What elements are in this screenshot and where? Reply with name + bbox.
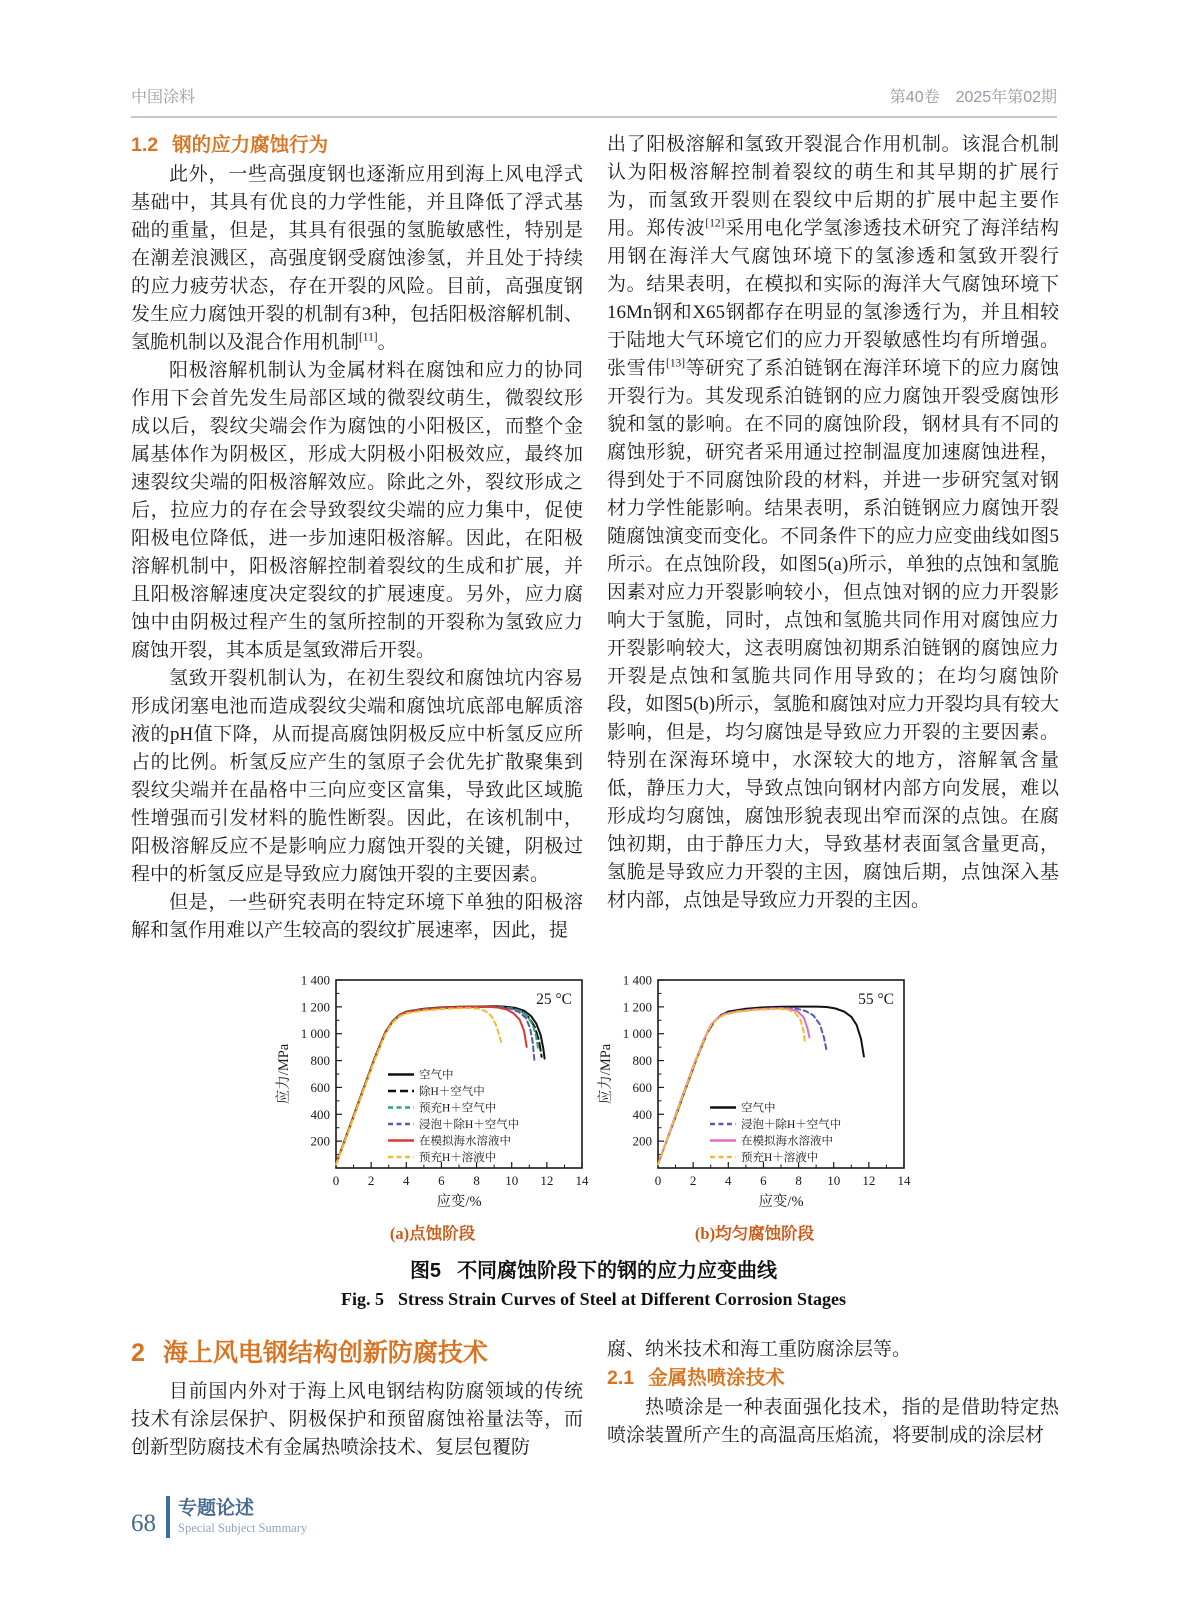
figure-caption-cn [0,1254,1187,1283]
citation-ref: [13] [666,357,686,370]
footer-section [178,1498,307,1536]
paragraph-text: 此外，一些高强度钢也逐渐应用到海上风电浮式基础中，其具有优良的力学性能，并且降低了浮式基础的重量，但是，其具有很强的氢脆敏感性，特别是在潮差浪溅区，高强度钢受腐蚀渗氢，并且处于持续的应力疲劳状态，存在开裂的风险。目前，高强度钢发生应力腐蚀开裂的机制有3种，包括阳极溶解机制、氢脆机制以及混合作用机制 [131,164,583,353]
section-heading-1-2 [131,131,583,159]
right-column-bottom [607,1336,1059,1462]
svg-text:1 400: 1 400 [622,972,652,988]
svg-text:12: 12 [861,1173,875,1188]
page-header [131,84,1057,118]
left-column [131,131,583,945]
svg-text:8: 8 [472,1173,480,1188]
paragraph: 但是，一些研究表明在特定环境下单独的阳极溶解和氢作用难以产生较高的裂纹扩展速率，因此，提 [131,892,583,941]
svg-text:空气中: 空气中 [740,1102,775,1115]
footer-section-en: Special Subject Summary [178,1521,308,1535]
svg-text:1 400: 1 400 [300,972,330,988]
volume-issue: 第40卷 2025年第02期 [889,89,1057,106]
svg-text:0: 0 [654,1173,661,1188]
left-column-bottom [131,1336,583,1462]
svg-text:8: 8 [794,1173,802,1188]
figure-subcaptions [272,1220,916,1244]
paragraph-text: 等研究了系泊链钢在海洋环境下的应力腐蚀开裂行为。其发现系泊链钢的应力腐蚀开裂受腐蚀形貌和氢的影响。在不同的腐蚀阶段，钢材具有不同的腐蚀形貌，研究者采用通过控制温度加速腐蚀进程，得到处于不同腐蚀阶段的材料，并进一步研究氢对钢材力学性能影响。结果表明，系泊链钢应力腐蚀开裂随腐蚀演变而变化。不同条件下的应力应变曲线如图5所示。在点蚀阶段，如图5(a)所示，单独的点蚀和氢脆因素对应力开裂影响较小，但点蚀对钢的应力开裂影响大于氢脆，同时，点蚀和氢脆共同作用对腐蚀应力开裂影响较大，这表明腐蚀初期系泊链钢的腐蚀应力开裂是点蚀和氢脆共同作用导致的；在均匀腐蚀阶段，如图5(b)所示，氢脆和腐蚀对应力开裂均具有较大影响，但是，均匀腐蚀是导致应力开裂的主要因素。特别在深海环境中，水深较大的地方，溶解氧含量低，静压力大，导致点蚀向钢材内部方向发展，难以形成均匀腐蚀，腐蚀形貌表现出窄而深的点蚀。在腐蚀初期，由于静压力大，导致基材表面氢含量更高，氢脆是导致应力开裂的主因，腐蚀后期，点蚀深入基材内部，点蚀是导致应力开裂的主因。 [607,358,1059,911]
section-title: 金属热喷涂技术 [648,1367,785,1389]
citation-ref: [12] [705,217,725,230]
svg-text:在模拟海水溶液中: 在模拟海水溶液中 [740,1135,833,1148]
bottom-columns [131,1336,1059,1462]
svg-text:600: 600 [310,1079,330,1095]
svg-text:除H＋空气中: 除H＋空气中 [418,1086,485,1098]
chart-pitting-stage [272,966,594,1214]
svg-text:14: 14 [897,1173,910,1188]
section-title: 海上风电钢结构创新防腐技术 [162,1339,488,1367]
citation-ref: [11] [359,331,378,344]
figure-5 [0,966,1187,1310]
journal-title: 中国涂料 [131,89,196,106]
svg-text:4: 4 [402,1173,410,1188]
svg-text:2: 2 [367,1173,374,1188]
figure-charts [0,966,1187,1214]
svg-text:1 000: 1 000 [300,1026,330,1042]
svg-text:应力/MPa: 应力/MPa [275,1043,292,1105]
chart-uniform-corrosion-stage [594,966,916,1214]
svg-text:800: 800 [632,1053,652,1069]
svg-text:400: 400 [310,1106,330,1122]
svg-text:在模拟海水溶液中: 在模拟海水溶液中 [418,1135,511,1148]
svg-text:浸泡＋除H＋空气中: 浸泡＋除H＋空气中 [740,1119,841,1131]
svg-text:应力/MPa: 应力/MPa [597,1043,614,1105]
figure-number-cn: 图5 [409,1260,442,1282]
svg-text:1 000: 1 000 [622,1026,652,1042]
svg-text:空气中: 空气中 [418,1069,453,1082]
paragraph [607,131,1059,915]
figure-number-en: Fig. 5 [341,1289,385,1309]
svg-text:600: 600 [632,1079,652,1095]
subcaption-b: (b)均匀腐蚀阶段 [694,1224,815,1243]
subcaption-a: (a)点蚀阶段 [389,1224,476,1243]
svg-text:200: 200 [632,1133,652,1149]
paragraph [131,161,583,357]
paragraph: 氢致开裂机制认为，在初生裂纹和腐蚀坑内容易形成闭塞电池而造成裂纹尖端和腐蚀坑底部电解质溶液的pH值下降，从而提高腐蚀阴极反应中析氢反应所占的比例。析氢反应产生的氢原子会优先扩散聚集到裂纹尖端并在晶格中三向应变区富集，导致此区域脆性增强而引发材料的脆性断裂。因此，在该机制中，阳极溶解反应不是影响应力腐蚀开裂的关键，阴极过程中的析氢反应是导致应力腐蚀开裂的主要因素。 [131,668,583,885]
top-columns [131,131,1059,945]
svg-text:55 °C: 55 °C [857,991,894,1008]
right-column [607,131,1059,945]
svg-text:预充H＋空气中: 预充H＋空气中 [418,1102,496,1115]
svg-text:6: 6 [437,1173,445,1188]
svg-text:800: 800 [310,1053,330,1069]
paragraph-text: 出了阳极溶解和氢致开裂混合作用机制。该混合机制认为阳极溶解控制着裂纹的萌生和其早期的扩展行为，而氢致开裂则在裂纹中后期的扩展中起主要作用。郑传波 [607,134,1059,239]
paragraph-text: 。 [377,332,397,353]
figure-title-en: Stress Strain Curves of Steel at Different Corrosion Stages [398,1289,846,1309]
paragraph-text: 采用电化学氢渗透技术研究了海洋结构用钢在海洋大气腐蚀环境下的氢渗透和氢致开裂行为。结果表明，在模拟和实际的海洋大气腐蚀环境下16Mn钢和X65钢都存在明显的氢渗透行为，并且相较于陆地大气环境它们的应力开裂敏感性均有所增强。张雪伟 [607,218,1059,379]
section-number: 2.1 [607,1367,635,1389]
figure-caption-en [0,1289,1187,1310]
svg-text:200: 200 [310,1133,330,1149]
svg-text:4: 4 [724,1173,732,1188]
paragraph: 阳极溶解机制认为金属材料在腐蚀和应力的协同作用下会首先发生局部区域的微裂纹萌生，微裂纹形成以后，裂纹尖端会作为腐蚀的小阳极区，而整个金属基体作为阴极区，形成大阴极小阳极效应，最终加速裂纹尖端的阳极溶解效应。除此之外，裂纹形成之后，拉应力的存在会导致裂纹尖端的应力集中，促使阳极电位降低，进一步加速阳极溶解。因此，在阳极溶解机制中，阳极溶解控制着裂纹的生成和扩展，并且阳极溶解速度决定裂纹的扩展速度。另外，应力腐蚀中由阴极过程产生的氢所控制的开裂称为氢致应力腐蚀开裂，其本质是氢致滞后开裂。 [131,360,583,661]
svg-text:1 200: 1 200 [622,999,652,1015]
footer-divider-bar [166,1496,170,1538]
svg-text:10: 10 [826,1173,840,1188]
footer-section-cn: 专题论述 [178,1498,255,1519]
svg-text:2: 2 [689,1173,696,1188]
svg-text:0: 0 [332,1173,339,1188]
page-footer [131,1496,307,1538]
section-number: 1.2 [131,134,159,156]
svg-text:6: 6 [759,1173,767,1188]
svg-text:预充H＋溶液中: 预充H＋溶液中 [418,1152,496,1164]
figure-title-cn: 不同腐蚀阶段下的钢的应力应变曲线 [457,1260,778,1282]
svg-text:25 °C: 25 °C [535,991,572,1008]
section-title: 钢的应力腐蚀行为 [172,134,329,156]
svg-text:10: 10 [504,1173,518,1188]
svg-text:400: 400 [632,1106,652,1122]
svg-text:预充H＋溶液中: 预充H＋溶液中 [740,1152,818,1164]
paragraph: 腐、纳米技术和海工重防腐涂层等。 [607,1339,912,1360]
paragraph: 目前国内外对于海上风电钢结构防腐领域的传统技术有涂层保护、阴极保护和预留腐蚀裕量法等，而创新型防腐技术有金属热喷涂技术、复层包覆防 [131,1381,583,1458]
svg-text:应变/%: 应变/% [435,1194,482,1210]
section-number: 2 [131,1339,145,1367]
svg-text:14: 14 [575,1173,588,1188]
svg-text:1 200: 1 200 [300,999,330,1015]
svg-text:应变/%: 应变/% [757,1194,804,1210]
section-heading-2 [131,1336,583,1370]
page-number: 68 [131,1510,156,1537]
svg-text:12: 12 [539,1173,553,1188]
section-heading-2-1 [607,1364,1059,1392]
svg-text:浸泡＋除H＋空气中: 浸泡＋除H＋空气中 [418,1119,519,1131]
paragraph: 热喷涂是一种表面强化技术，指的是借助特定热喷涂装置所产生的高温高压焰流，将要制成的涂层材 [607,1397,1059,1446]
